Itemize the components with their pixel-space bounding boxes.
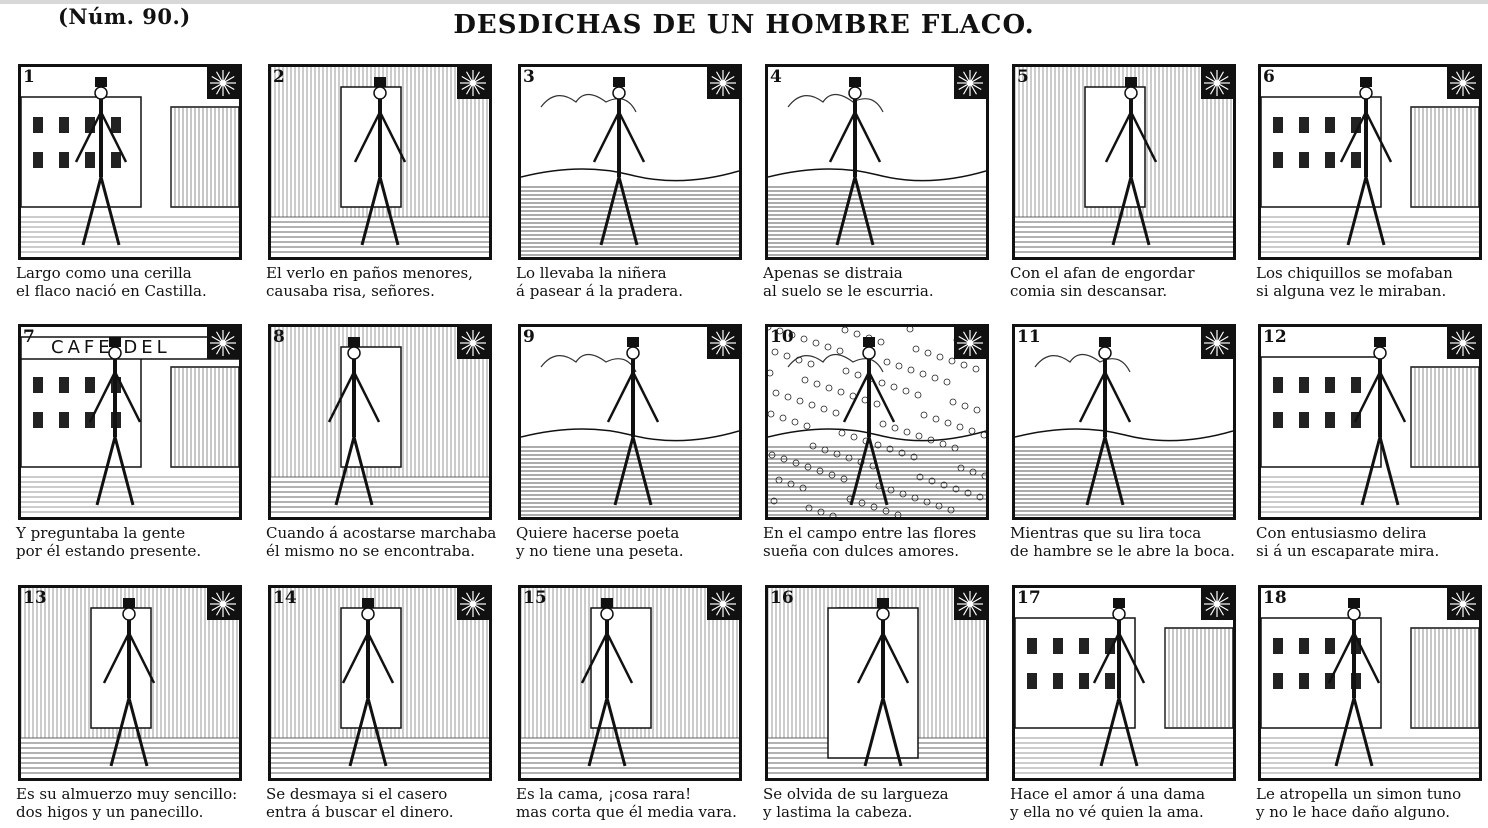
- caption-line-1: Y preguntaba la gente: [16, 524, 186, 542]
- caption-line-2: de hambre se le abre la boca.: [1010, 542, 1235, 560]
- panel-illustration: [765, 324, 989, 520]
- corner-ornament: [207, 327, 239, 359]
- caption-line-1: Se desmaya si el casero: [266, 785, 448, 803]
- thin-man-figure: [844, 337, 894, 505]
- thin-man-figure: [1094, 598, 1144, 766]
- caption-line-2: el flaco nació en Castilla.: [16, 282, 207, 300]
- thin-man-figure: [1329, 598, 1379, 766]
- panel-illustration: [1012, 324, 1236, 520]
- caption-line-1: Con entusiasmo delira: [1256, 524, 1427, 542]
- panel-number: 6: [1263, 67, 1275, 87]
- panel-caption: [1010, 524, 1260, 560]
- caption-line-1: Lo llevaba la niñera: [516, 264, 667, 282]
- sheet-title: DESDICHAS DE UN HOMBRE FLACO.: [453, 10, 1035, 40]
- corner-ornament: [707, 588, 739, 620]
- caption-line-2: y lastima la cabeza.: [763, 803, 913, 821]
- panel-caption: [763, 524, 1013, 560]
- panel-illustration: [518, 64, 742, 260]
- caption-line-2: á pasear á la pradera.: [516, 282, 684, 300]
- thin-man-figure: [1341, 77, 1391, 245]
- panel-caption: [516, 524, 766, 560]
- thin-man-figure: [90, 337, 140, 505]
- caption-line-2: al suelo se le escurria.: [763, 282, 934, 300]
- caption-line-2: y no le hace daño alguno.: [1256, 803, 1450, 821]
- panel-illustration: [268, 64, 492, 260]
- caption-line-1: Es su almuerzo muy sencillo:: [16, 785, 238, 803]
- caption-line-1: Los chiquillos se mofaban: [1256, 264, 1453, 282]
- panel-number: 15: [523, 588, 547, 608]
- caption-line-2: mas corta que él media vara.: [516, 803, 737, 821]
- panel-number: 1: [23, 67, 35, 87]
- corner-ornament: [1447, 327, 1479, 359]
- caption-line-1: Con el afan de engordar: [1010, 264, 1195, 282]
- panel-caption: [16, 524, 266, 560]
- panel-number: 3: [523, 67, 535, 87]
- panel-caption: [16, 785, 266, 821]
- panel-illustration: [1258, 64, 1482, 260]
- caption-line-1: El verlo en paños menores,: [266, 264, 473, 282]
- corner-ornament: [207, 67, 239, 99]
- panel-illustration: [1258, 585, 1482, 781]
- caption-line-1: Cuando á acostarse marchaba: [266, 524, 497, 542]
- caption-line-2: si á un escaparate mira.: [1256, 542, 1440, 560]
- panel-number: 7: [23, 327, 35, 347]
- panel-caption: [516, 785, 766, 821]
- caption-line-2: comia sin descansar.: [1010, 282, 1168, 300]
- panel-illustration: [765, 64, 989, 260]
- panel-caption: [266, 264, 516, 300]
- panel-number: 12: [1263, 327, 1287, 347]
- panel-illustration: [1012, 64, 1236, 260]
- corner-ornament: [457, 327, 489, 359]
- panel-caption: [1256, 524, 1488, 560]
- panel-caption: [1256, 785, 1488, 821]
- thin-man-figure: [594, 77, 644, 245]
- caption-line-2: y no tiene una peseta.: [516, 542, 684, 560]
- corner-ornament: [1447, 588, 1479, 620]
- corner-ornament: [1447, 67, 1479, 99]
- panel-caption: [1010, 264, 1260, 300]
- caption-line-2: entra á buscar el dinero.: [266, 803, 454, 821]
- panel-illustration: [18, 64, 242, 260]
- panel-illustration: [518, 324, 742, 520]
- thin-man-figure: [1355, 337, 1405, 505]
- panel-caption: [1256, 264, 1488, 300]
- panel-caption: [763, 785, 1013, 821]
- caption-line-1: Le atropella un simon tuno: [1256, 785, 1462, 803]
- corner-ornament: [1201, 327, 1233, 359]
- panel-illustration: [765, 585, 989, 781]
- panel-illustration: [268, 585, 492, 781]
- panel-number: 5: [1017, 67, 1029, 87]
- panel-number: 17: [1017, 588, 1041, 608]
- sheet-number: (Núm. 90.): [58, 4, 191, 29]
- corner-ornament: [1201, 67, 1233, 99]
- caption-line-2: sueña con dulces amores.: [763, 542, 959, 560]
- caption-line-2: él mismo no se encontraba.: [266, 542, 476, 560]
- panel-caption: [266, 785, 516, 821]
- panel-number: 8: [273, 327, 285, 347]
- caption-line-1: Apenas se distraia: [763, 264, 903, 282]
- panel-number: 11: [1017, 327, 1041, 347]
- panel-number: 14: [273, 588, 297, 608]
- thin-man-figure: [608, 337, 658, 505]
- panel-illustration: [518, 585, 742, 781]
- panel-illustration: [18, 324, 242, 520]
- panel-caption: [1010, 785, 1260, 821]
- thin-man-figure: [830, 77, 880, 245]
- panel-caption: [266, 524, 516, 560]
- panel-illustration: [1258, 324, 1482, 520]
- caption-line-1: Se olvida de su largueza: [763, 785, 949, 803]
- panel-illustration: [1012, 585, 1236, 781]
- panel-number: 18: [1263, 588, 1287, 608]
- caption-line-1: Quiere hacerse poeta: [516, 524, 680, 542]
- corner-ornament: [457, 588, 489, 620]
- panel-caption: [16, 264, 266, 300]
- corner-ornament: [954, 67, 986, 99]
- caption-line-1: En el campo entre las flores: [763, 524, 977, 542]
- panel-number: 9: [523, 327, 535, 347]
- caption-line-1: Mientras que su lira toca: [1010, 524, 1202, 542]
- panel-number: 16: [770, 588, 794, 608]
- cafe-sign: CAFE DEL: [51, 337, 171, 358]
- panel-number: 13: [23, 588, 47, 608]
- panel-number: 4: [770, 67, 782, 87]
- panel-number: 10: [770, 327, 794, 347]
- caption-line-2: y ella no vé quien la ama.: [1010, 803, 1204, 821]
- caption-line-2: dos higos y un panecillo.: [16, 803, 204, 821]
- panel-caption: [763, 264, 1013, 300]
- corner-ornament: [1201, 588, 1233, 620]
- caption-line-1: Largo como una cerilla: [16, 264, 192, 282]
- caption-line-1: Es la cama, ¡cosa rara!: [516, 785, 692, 803]
- caption-line-2: por él estando presente.: [16, 542, 202, 560]
- caption-line-2: causaba risa, señores.: [266, 282, 435, 300]
- corner-ornament: [954, 588, 986, 620]
- caption-line-2: si alguna vez le miraban.: [1256, 282, 1447, 300]
- panel-caption: [516, 264, 766, 300]
- caption-line-1: Hace el amor á una dama: [1010, 785, 1206, 803]
- corner-ornament: [954, 327, 986, 359]
- corner-ornament: [457, 67, 489, 99]
- corner-ornament: [207, 588, 239, 620]
- corner-ornament: [707, 327, 739, 359]
- panel-illustration: [18, 585, 242, 781]
- panel-number: 2: [273, 67, 285, 87]
- corner-ornament: [707, 67, 739, 99]
- panel-illustration: [268, 324, 492, 520]
